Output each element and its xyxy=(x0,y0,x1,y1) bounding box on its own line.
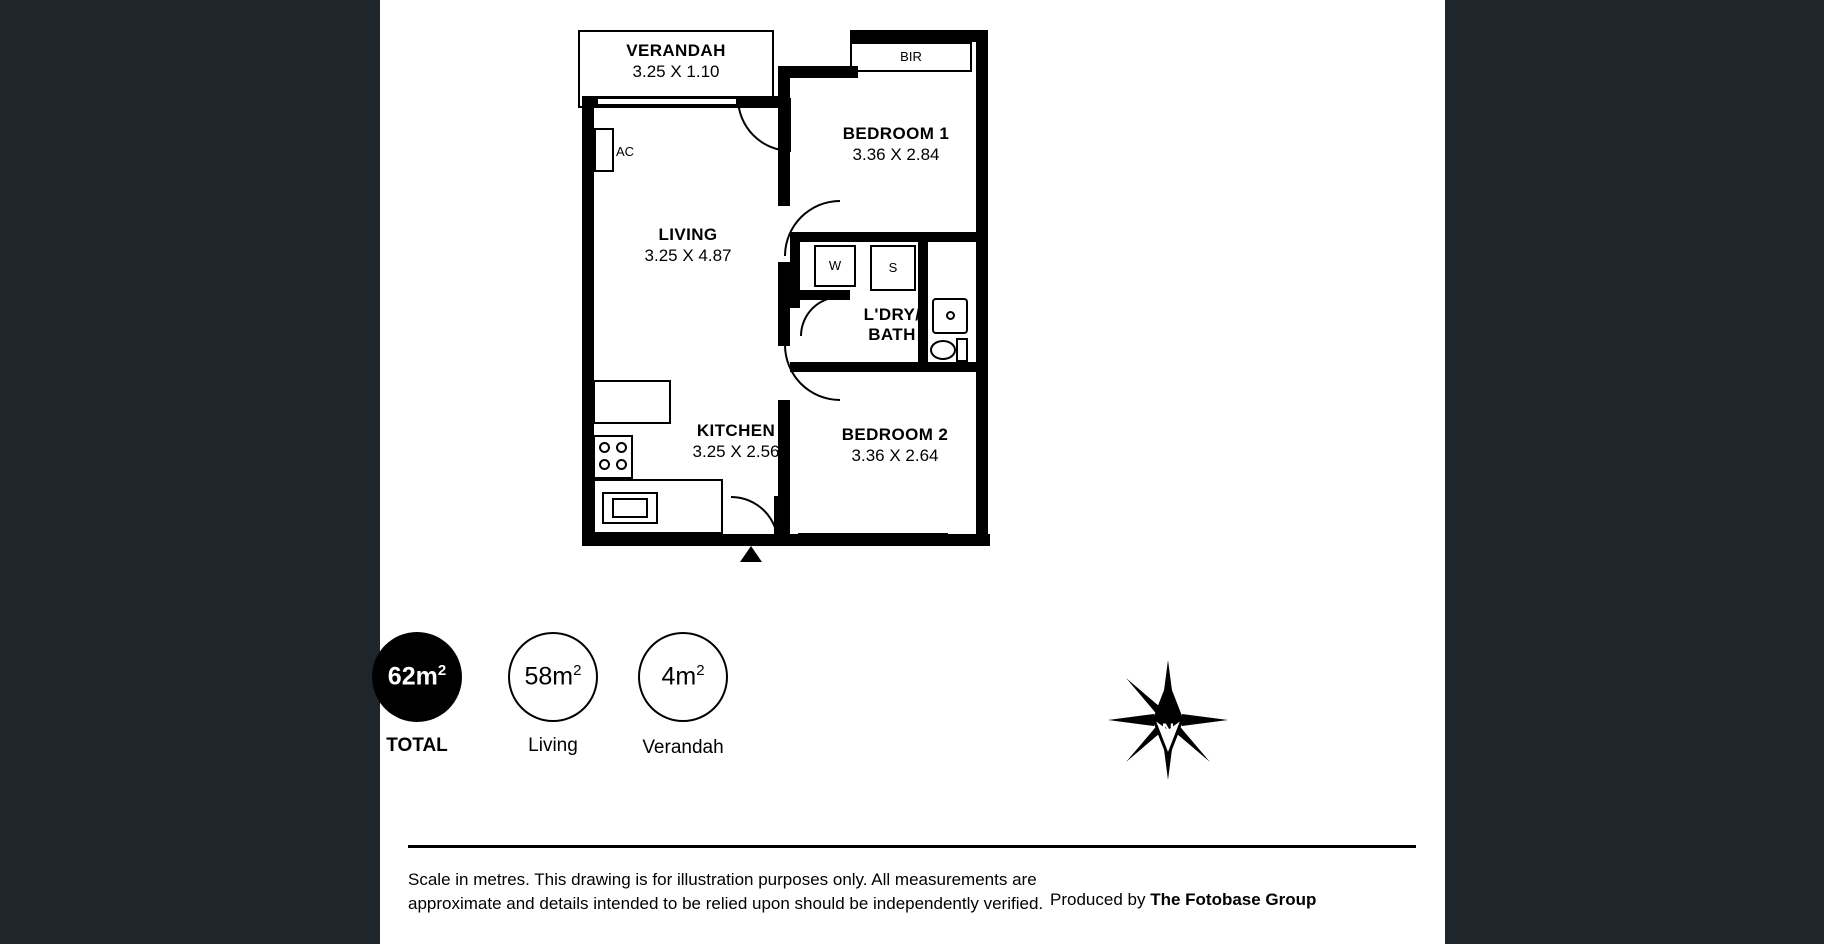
bedroom2-door-arc xyxy=(784,345,840,401)
room-label-kitchen xyxy=(646,420,826,463)
ac-unit xyxy=(594,128,614,172)
room-name: KITCHEN xyxy=(696,421,776,440)
cooktop-burner xyxy=(616,459,627,470)
room-name-second: BATH xyxy=(868,325,916,345)
bedroom2-window xyxy=(798,533,948,542)
compass-rose xyxy=(1108,660,1228,780)
wall-wet-left xyxy=(790,242,800,292)
room-dims: 3.25 X 2.56 xyxy=(692,442,780,462)
toilet-cistern xyxy=(956,338,968,362)
room-name: BEDROOM 1 xyxy=(842,124,950,143)
disclaimer-text: Scale in metres. This drawing is for illustration purposes only. All measurements are approximate and details intended to be relied upon should be independently verified. xyxy=(408,870,1044,913)
room-dims: 3.25 X 4.87 xyxy=(644,246,732,266)
compass-north-label: N xyxy=(1161,720,1175,739)
area-circle-total xyxy=(372,632,462,722)
room-name: BEDROOM 2 xyxy=(841,425,949,444)
ac-label: AC xyxy=(616,144,635,159)
living-window-frame xyxy=(596,97,738,106)
wall-living-right-mid xyxy=(778,262,790,346)
wall-wet-bottom-partial xyxy=(790,290,850,300)
wall-bedroom1-bottom xyxy=(790,232,988,242)
washer-label: W xyxy=(828,258,842,273)
kitchen-cooktop xyxy=(593,435,633,479)
area-circle-living xyxy=(508,632,598,722)
basin-bowl xyxy=(946,311,955,320)
shower-label-text: S xyxy=(888,260,898,275)
room-label-living xyxy=(598,224,778,267)
room-label-verandah xyxy=(578,40,774,83)
room-dims: 3.36 X 2.84 xyxy=(852,145,940,165)
room-label-bedroom2 xyxy=(808,424,982,467)
cooktop-burner xyxy=(616,442,627,453)
wall-bedroom1-left-upper xyxy=(778,66,858,78)
area-value: $4m^2$ xyxy=(661,662,705,691)
area-circle-verandah xyxy=(638,632,728,722)
kitchen-sink-bowl xyxy=(612,498,648,518)
produced-prefix: Produced by xyxy=(1050,890,1151,909)
area-caption-total: TOTAL xyxy=(386,735,448,756)
bir-label: BIR xyxy=(900,49,922,64)
produced-by xyxy=(1050,890,1316,910)
area-value: $62m^2$ xyxy=(387,662,447,691)
entry-door-leaf xyxy=(774,496,779,544)
footer-divider xyxy=(408,845,1416,848)
wall-right-exterior xyxy=(976,30,988,546)
cooktop-burner xyxy=(599,459,610,470)
area-caption-living: Living xyxy=(528,735,578,756)
room-dims: 3.36 X 2.64 xyxy=(851,446,939,466)
room-name: VERANDAH xyxy=(626,41,726,60)
room-name: LIVING xyxy=(658,225,718,244)
area-caption-verandah: Verandah xyxy=(642,737,724,758)
floorplan-drawing xyxy=(380,0,1445,640)
entry-door-arc xyxy=(731,496,779,544)
room-name: L'DRY/ xyxy=(863,305,921,324)
floorplan-sheet xyxy=(380,0,1445,944)
area-summary xyxy=(380,645,1445,785)
produced-brand: The Fotobase Group xyxy=(1150,890,1317,909)
wall-top-bedroom1 xyxy=(850,30,988,42)
entry-marker-icon xyxy=(740,546,762,562)
cooktop-burner xyxy=(599,442,610,453)
room-dims: 3.25 X 1.10 xyxy=(632,62,720,82)
room-label-bedroom1 xyxy=(810,123,982,166)
toilet-fixture xyxy=(930,340,956,360)
wall-wet-bottom xyxy=(790,362,988,372)
area-value: $58m^2$ xyxy=(524,662,582,691)
wall-living-right-upper xyxy=(778,106,790,206)
kitchen-bench-upper xyxy=(593,380,671,424)
